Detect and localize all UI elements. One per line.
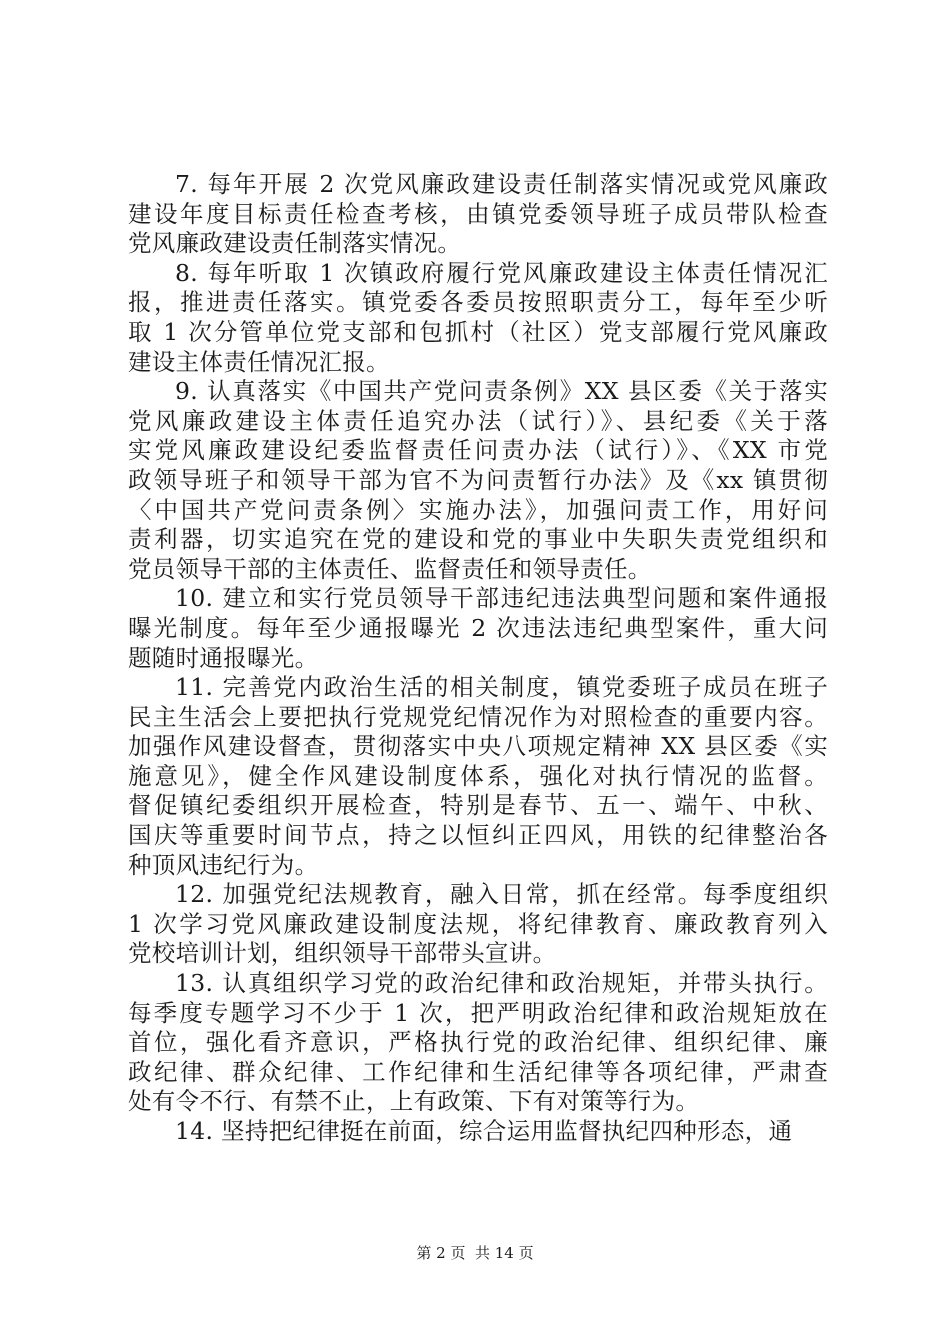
paragraph-line: 取 1 次分管单位党支部和包抓村（社区）党支部履行党风廉政 [128,317,828,346]
paragraph-line: 9. 认真落实《中国共产党问责条例》XX 县区委《关于落实 [175,377,828,406]
paragraph-line: 督促镇纪委组织开展检查，特别是春节、五一、端午、中秋、 [128,791,828,820]
paragraph-line: 1 次学习党风廉政建设制度法规，将纪律教育、廉政教育列入 [128,909,828,938]
page-footer [0,1242,950,1263]
paragraph-line: 首位，强化看齐意识，严格执行党的政治纪律、组织纪律、廉 [128,1028,828,1057]
paragraph-line: 报，推进责任落实。镇党委各委员按照职责分工，每年至少听 [128,288,828,317]
paragraph-line: 党校培训计划，组织领导干部带头宣讲。 [128,939,557,968]
paragraph-8 [128,1117,828,1147]
paragraph-line: 曝光制度。每年至少通报曝光 2 次违法违纪典型案件，重大问 [128,613,828,642]
paragraph-2 [128,259,828,377]
paragraph-4 [128,584,828,673]
paragraph-line: 建设主体责任情况汇报。 [128,347,390,376]
paragraph-6 [128,880,828,969]
paragraph-line: 10. 建立和实行党员领导干部违纪违法典型问题和案件通报 [175,584,828,613]
paragraph-line: 党风廉政建设责任制落实情况。 [128,229,462,258]
paragraph-line: 14. 坚持把纪律挺在前面，综合运用监督执纪四种形态，通 [175,1117,793,1145]
paragraph-line: 责利器，切实追究在党的建设和党的事业中失职失责党组织和 [128,525,828,554]
paragraph-line: 处有令不行、有禁不止，上有政策、下有对策等行为。 [128,1087,700,1116]
paragraph-1 [128,170,828,259]
paragraph-line: 7. 每年开展 2 次党风廉政建设责任制落实情况或党风廉政 [175,170,828,198]
paragraph-7 [128,969,828,1117]
paragraph-line: 党风廉政建设主体责任追究办法（试行）》、县纪委《关于落 [128,406,828,435]
paragraph-line: 实党风廉政建设纪委监督责任问责办法（试行）》、《XX 市党 [128,436,828,465]
paragraph-line: 施意见》，健全作风建设制度体系，强化对执行情况的监督。 [128,761,828,790]
paragraph-line: 加强作风建设督查，贯彻落实中央八项规定精神 XX 县区委《实 [128,732,828,761]
paragraph-line: 国庆等重要时间节点，持之以恒纠正四风，用铁的纪律整治各 [128,821,828,850]
paragraph-line: 政纪律、群众纪律、工作纪律和生活纪律等各项纪律，严肃查 [128,1057,828,1086]
paragraph-3 [128,377,828,584]
paragraph-line: 党员领导干部的主体责任、监督责任和领导责任。 [128,554,652,583]
paragraph-line: 题随时通报曝光。 [128,643,319,672]
paragraph-line: 民主生活会上要把执行党规党纪情况作为对照检查的重要内容。 [128,702,828,731]
paragraph-line: 政领导班子和领导干部为官不为问责暂行办法》及《xx 镇贯彻 [128,465,828,494]
paragraph-5 [128,673,828,880]
document-body [128,170,828,1147]
paragraph-line: 11. 完善党内政治生活的相关制度，镇党委班子成员在班子 [175,673,828,702]
paragraph-line: 8. 每年听取 1 次镇政府履行党风廉政建设主体责任情况汇 [175,258,828,287]
paragraph-line: 12. 加强党纪法规教育，融入日常，抓在经常。每季度组织 [175,880,828,909]
paragraph-line: 种顶风违纪行为。 [128,850,319,879]
paragraph-line: 每季度专题学习不少于 1 次，把严明政治纪律和政治规矩放在 [128,998,828,1027]
paragraph-line: 13. 认真组织学习党的政治纪律和政治规矩，并带头执行。 [175,969,828,998]
page-number-label: 第 2 页 共 14 页 [416,1244,534,1262]
paragraph-line: 建设年度目标责任检查考核，由镇党委领导班子成员带队检查 [128,199,828,228]
paragraph-line: 〈中国共产党问责条例〉实施办法》，加强问责工作，用好问 [128,495,828,524]
